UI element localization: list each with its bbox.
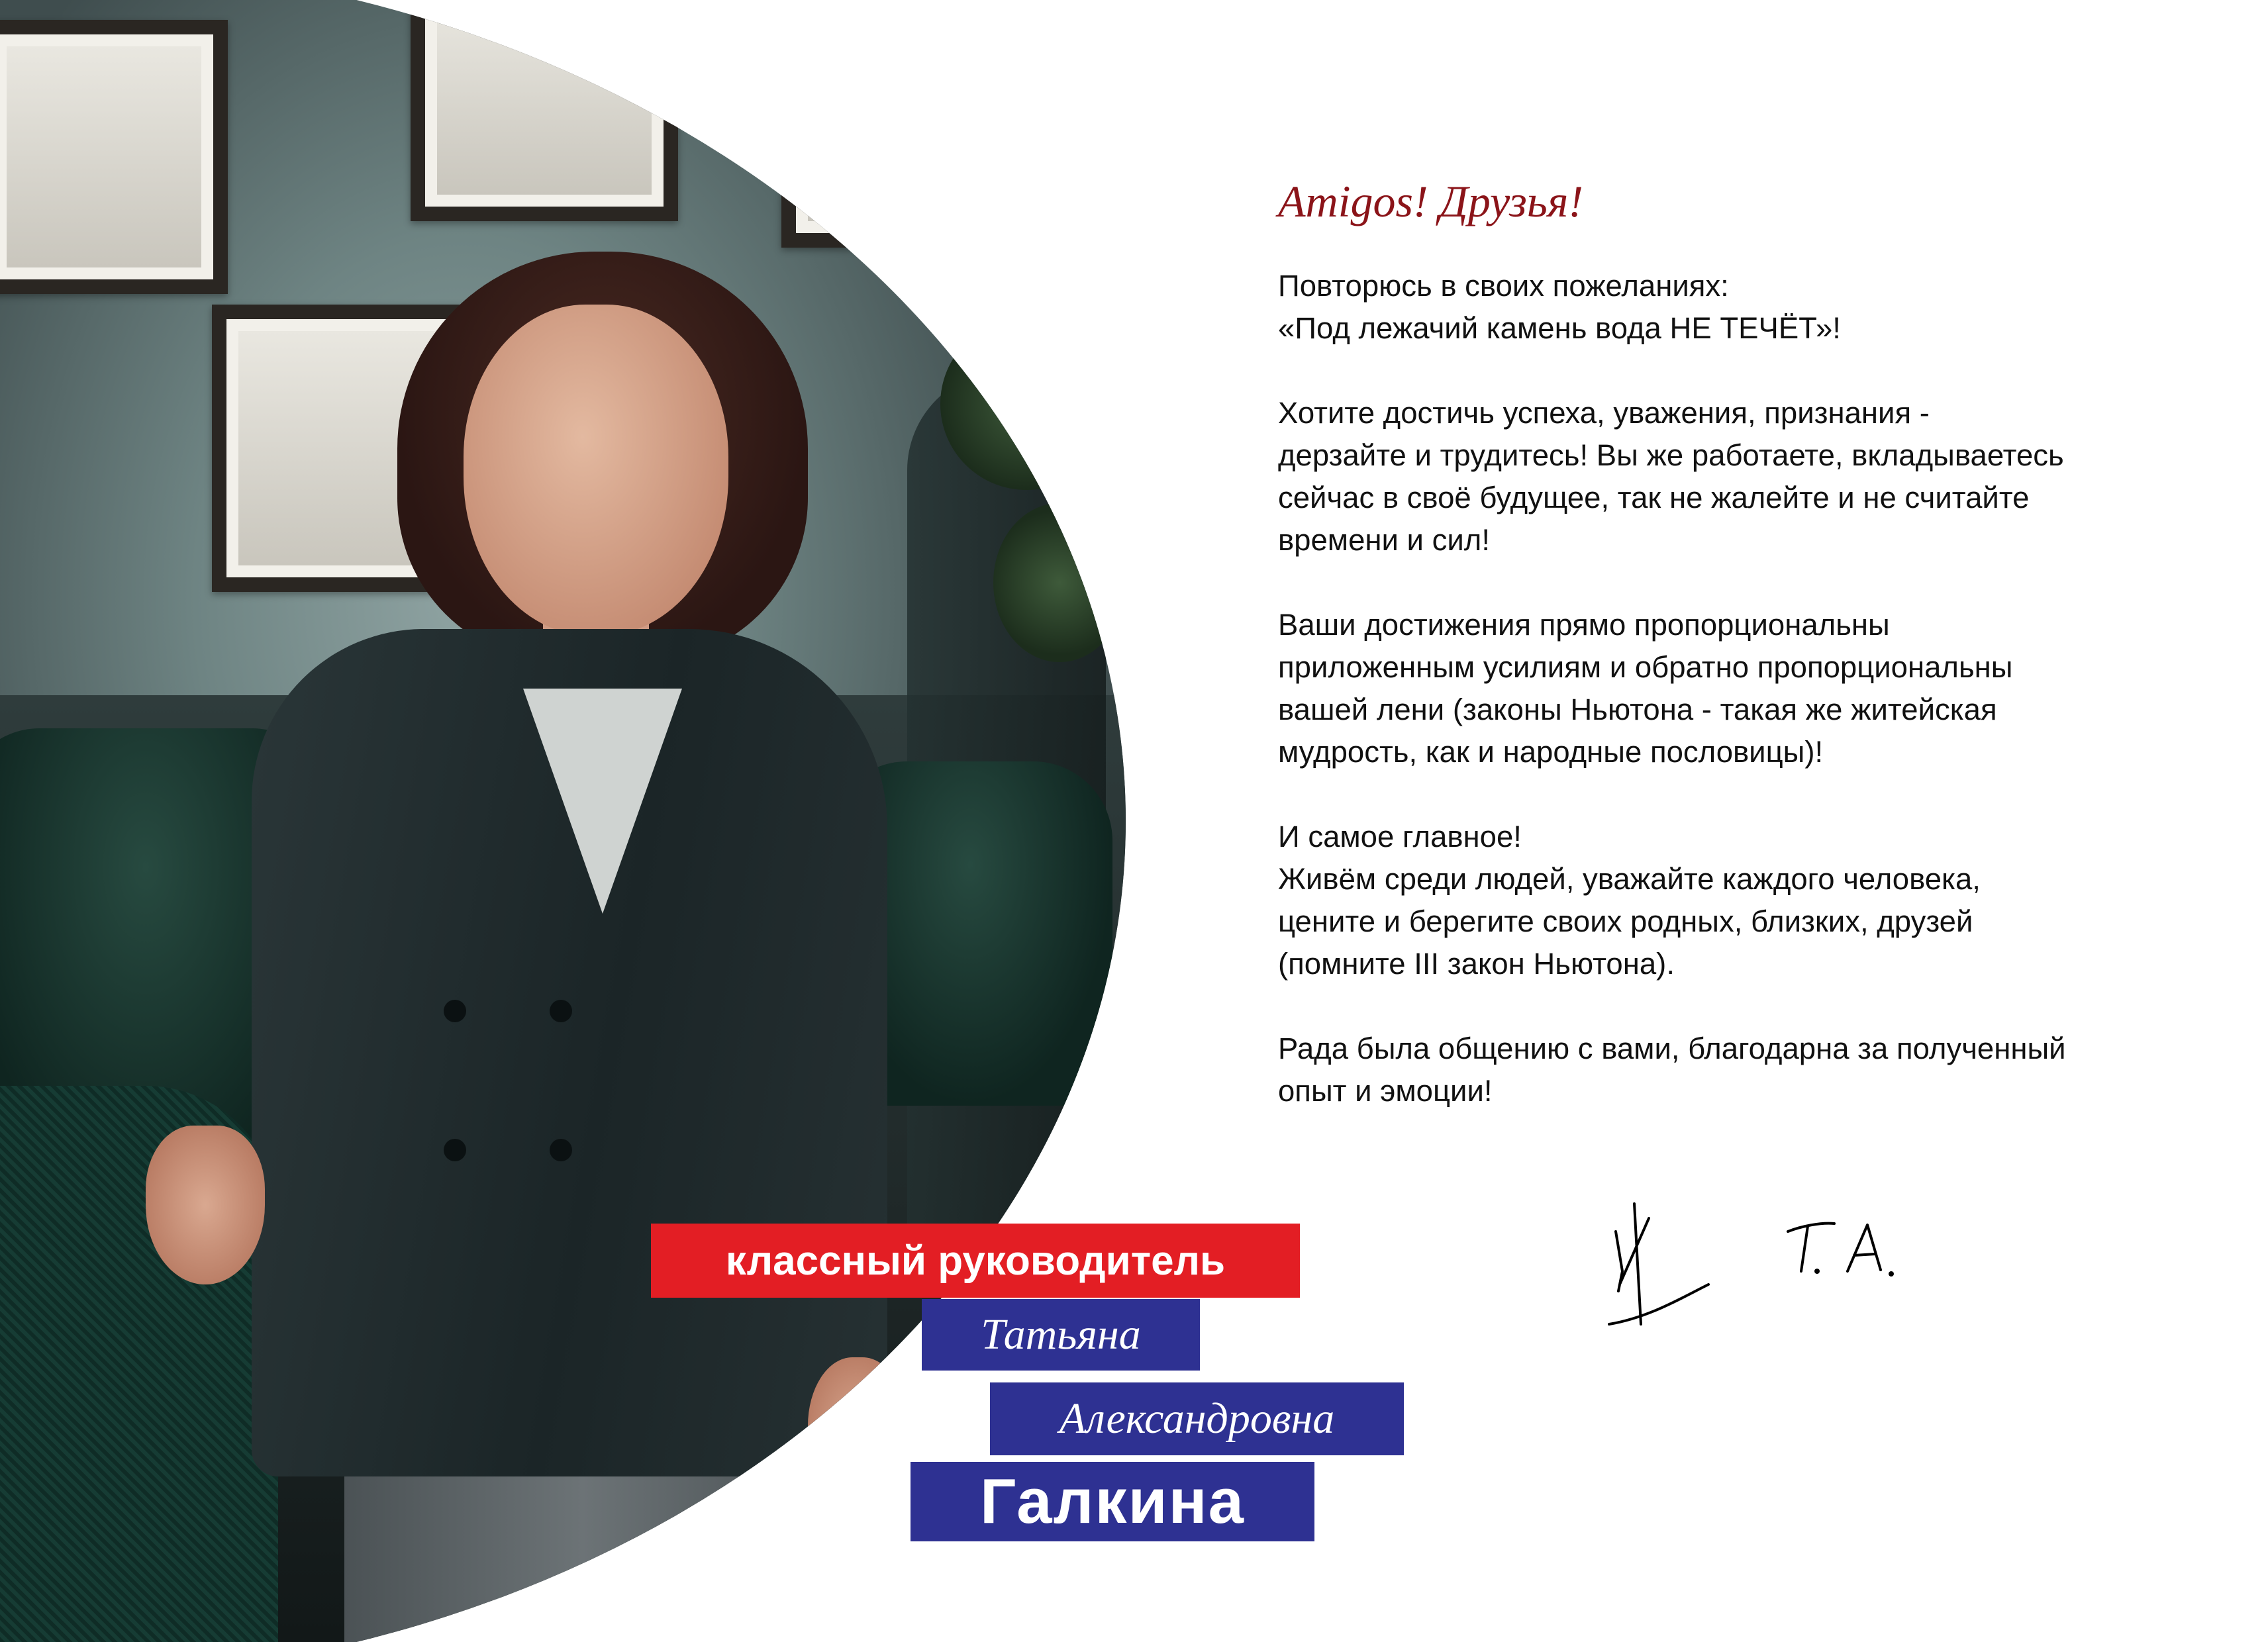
letter-line: приложенным усилиям и обратно пропорциональны	[1278, 650, 2013, 684]
patronymic-badge: Александровна	[990, 1382, 1404, 1455]
letter-line: Ваши достижения прямо пропорциональны	[1278, 608, 1890, 642]
handwritten-signature	[1569, 1192, 1914, 1344]
jacket-button	[550, 1000, 572, 1022]
letter-line: И самое главное!	[1278, 820, 1522, 853]
wall-picture-3	[781, 0, 1049, 248]
letter-line: (помните III закон Ньютона).	[1278, 947, 1675, 981]
letter-line: вашей лени (законы Ньютона - такая же житейская	[1278, 693, 1997, 726]
letter-greeting: Amigos! Друзья!	[1278, 176, 1584, 226]
letter-line: времени и сил!	[1278, 523, 1490, 557]
letter-line: сейчас в своё будущее, так не жалейте и не считайте	[1278, 481, 2030, 514]
letter-line: Рада была общению с вами, благодарна за полученный	[1278, 1032, 2066, 1065]
letter-paragraph	[1278, 816, 2152, 985]
wall-picture-1	[0, 20, 228, 294]
letter-line: Повторюсь в своих пожеланиях:	[1278, 269, 1729, 303]
letter-line: «Под лежачий камень вода НЕ ТЕЧЁТ»!	[1278, 311, 1841, 345]
person-right-hand	[808, 1357, 907, 1510]
letter-line: Живём среди людей, уважайте каждого человека,	[1278, 862, 1981, 896]
letter-line: цените и берегите своих родных, близких, друзей	[1278, 904, 1973, 938]
jacket-button	[444, 1000, 466, 1022]
letter-line: дерзайте и трудитесь! Вы же работаете, вкладываетесь	[1278, 438, 2064, 472]
plant	[993, 503, 1126, 662]
jacket-button	[550, 1139, 572, 1161]
person-collar	[523, 689, 682, 914]
letter-paragraph	[1278, 265, 2152, 350]
letter-paragraph	[1278, 392, 2152, 561]
person-face	[464, 305, 728, 636]
wall-picture-2	[411, 0, 678, 221]
letter-line: мудрость, как и народные пословицы)!	[1278, 735, 1824, 769]
letter-body	[1278, 265, 2152, 1155]
jacket-button	[444, 1139, 466, 1161]
last-name-badge: Галкина	[911, 1462, 1314, 1541]
teacher-portrait-photo	[0, 0, 1126, 1642]
first-name-badge: Татьяна	[922, 1299, 1200, 1371]
letter-line: опыт и эмоции!	[1278, 1074, 1493, 1108]
plant	[940, 318, 1112, 490]
letter-paragraph	[1278, 1028, 2152, 1112]
letter-line: Хотите достичь успеха, уважения, признания -	[1278, 396, 1930, 430]
letter-paragraph	[1278, 604, 2152, 773]
person-left-hand	[146, 1126, 265, 1284]
role-badge: классный руководитель	[651, 1224, 1300, 1298]
